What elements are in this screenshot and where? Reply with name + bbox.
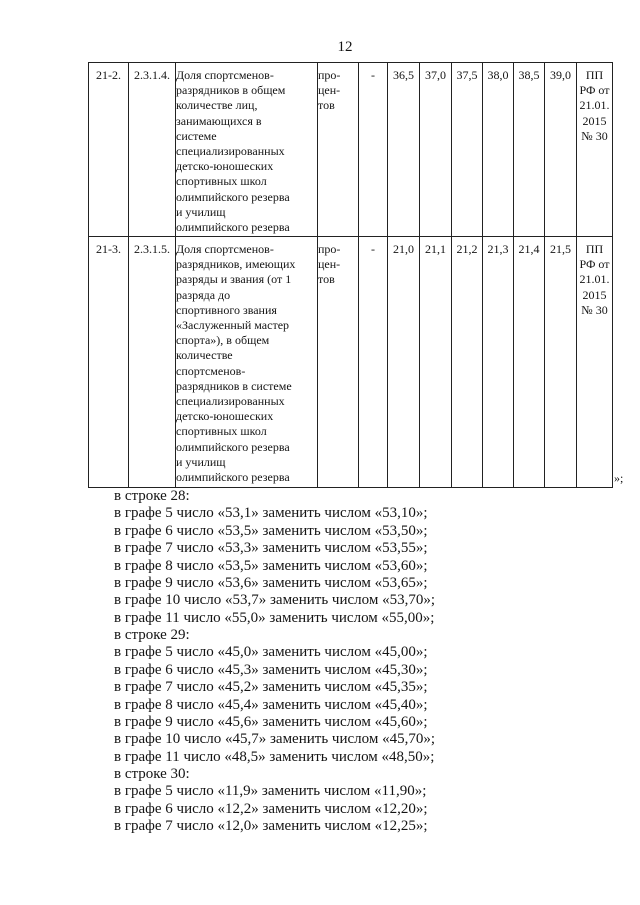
row-number-cell <box>89 237 129 488</box>
description-line: специализированных <box>176 144 285 159</box>
page-number: 12 <box>337 39 353 55</box>
value: 21,3 <box>487 242 509 256</box>
description-line: разряда до <box>176 287 231 302</box>
amendment-line: в графе 10 число «53,7» заменить числом «53,70»; <box>114 592 436 609</box>
description-line: спортивных школ <box>176 174 267 189</box>
value-cell <box>545 63 577 237</box>
table-row <box>89 63 613 237</box>
value: 38,5 <box>518 68 540 82</box>
indicator-code: 2.3.1.4. <box>134 68 170 82</box>
value-cell <box>452 63 483 237</box>
description-line: специализированных <box>176 394 285 409</box>
description-line: разрядников в общем <box>176 83 286 98</box>
indicator-code-cell <box>129 237 176 488</box>
value: 36,5 <box>393 68 414 82</box>
base-value-cell <box>359 63 388 237</box>
unit-line: про- <box>318 68 341 82</box>
value: 21,1 <box>425 242 446 256</box>
row-number: 21-3. <box>96 242 121 256</box>
value-cell <box>483 63 514 237</box>
unit-cell <box>318 63 359 237</box>
description-line: и училищ <box>176 454 226 469</box>
source-line: 2015 <box>582 287 607 302</box>
unit-line: цен- <box>318 257 341 272</box>
description-line: спорта»), в общем <box>176 333 270 348</box>
description-line: спортсменов- <box>176 363 246 378</box>
amendments-text <box>114 488 435 836</box>
value: 21,2 <box>456 242 478 256</box>
description-line: детско-юношеских <box>176 159 274 174</box>
description-line: Доля спортсменов- <box>176 68 274 82</box>
description-line: количестве лиц, <box>176 98 258 113</box>
value-cell <box>514 63 545 237</box>
value-cell <box>420 63 452 237</box>
value: 21,0 <box>393 242 414 256</box>
amendment-line: в графе 5 число «11,9» заменить числом «11,90»; <box>114 783 427 800</box>
amendment-line: в графе 9 число «53,6» заменить числом «53,65»; <box>114 574 428 591</box>
amendment-line: в графе 6 число «53,5» заменить числом «53,50»; <box>114 522 428 539</box>
source-line: ПП <box>585 68 604 82</box>
description-line: количестве <box>176 348 233 363</box>
amendment-line: в графе 5 число «53,1» заменить числом «53,10»; <box>114 505 428 522</box>
value: 39,0 <box>550 68 571 82</box>
unit-line: про- <box>318 242 341 256</box>
value-cell <box>452 237 483 488</box>
base-value: - <box>371 242 375 256</box>
description-cell <box>176 63 318 237</box>
amendment-line: в строке 29: <box>114 627 190 643</box>
source-line: № 30 <box>581 302 608 317</box>
base-value-cell <box>359 237 388 488</box>
indicator-code-cell <box>129 63 176 237</box>
amendment-line: в графе 6 число «45,3» заменить числом «45,30»; <box>114 661 428 678</box>
description-line: «Заслуженный мастер <box>176 318 290 333</box>
description-line: и училищ <box>176 204 226 219</box>
source-line: РФ от <box>579 257 610 272</box>
value: 37,5 <box>456 68 478 82</box>
unit-cell <box>318 237 359 488</box>
amendment-line: в графе 8 число «53,5» заменить числом «53,60»; <box>114 557 428 574</box>
row-number-cell <box>89 63 129 237</box>
amendment-line: в графе 5 число «45,0» заменить числом «45,00»; <box>114 644 428 661</box>
description-line: олимпийского резерва <box>176 439 290 454</box>
base-value: - <box>371 68 375 82</box>
indicator-code: 2.3.1.5. <box>134 242 170 256</box>
source-line: 2015 <box>582 113 607 128</box>
amendment-line: в графе 7 число «12,0» заменить числом «12,25»; <box>114 818 428 835</box>
description-line: разрядников, имеющих <box>176 257 296 272</box>
amendment-line: в строке 28: <box>114 488 190 504</box>
source-line: ПП <box>585 242 604 256</box>
amendment-line: в графе 7 число «45,2» заменить числом «45,35»; <box>114 679 428 696</box>
source-line: № 30 <box>581 128 608 143</box>
table-row <box>89 237 613 488</box>
description-line: разрядников в системе <box>176 378 292 393</box>
description-line: занимающихся в <box>176 113 262 128</box>
amendment-line: в графе 6 число «12,2» заменить числом «12,20»; <box>114 800 428 817</box>
description-line: олимпийского резерва <box>176 470 290 485</box>
value-cell <box>420 237 452 488</box>
source-cell <box>577 63 613 237</box>
description-line: системе <box>176 128 217 143</box>
indicators-table <box>88 62 613 488</box>
amendment-line: в графе 8 число «45,4» заменить числом «45,40»; <box>114 696 428 713</box>
value-cell <box>388 237 420 488</box>
value-cell <box>388 63 420 237</box>
row-number: 21-2. <box>96 68 121 82</box>
amendment-line: в графе 7 число «53,3» заменить числом «53,55»; <box>114 540 428 557</box>
value: 37,0 <box>425 68 446 82</box>
description-line: спортивных школ <box>176 424 267 439</box>
description-line: олимпийского резерва <box>176 220 290 235</box>
source-line: РФ от <box>579 83 610 98</box>
amendment-line: в строке 30: <box>114 766 190 782</box>
amendment-line: в графе 10 число «45,7» заменить числом «45,70»; <box>114 731 436 748</box>
description-line: олимпийского резерва <box>176 189 290 204</box>
amendment-line: в графе 11 число «48,5» заменить числом «48,50»; <box>114 748 435 765</box>
amendment-line: в графе 11 число «55,0» заменить числом «55,00»; <box>114 609 435 626</box>
description-line: разряды и звания (от 1 <box>176 272 292 287</box>
description-line: детско-юношеских <box>176 409 274 424</box>
description-line: Доля спортсменов- <box>176 242 274 256</box>
value-cell <box>483 237 514 488</box>
value-cell <box>514 237 545 488</box>
amendment-line: в графе 9 число «45,6» заменить числом «45,60»; <box>114 713 428 730</box>
description-line: спортивного звания <box>176 302 277 317</box>
table-closing-mark: »; <box>614 471 624 485</box>
unit-line: тов <box>318 98 335 113</box>
unit-line: тов <box>318 272 335 287</box>
description-cell <box>176 237 318 488</box>
value: 21,4 <box>518 242 540 256</box>
value-cell <box>545 237 577 488</box>
source-line: 21.01. <box>579 272 610 287</box>
source-cell <box>577 237 613 488</box>
value: 21,5 <box>550 242 571 256</box>
source-line: 21.01. <box>579 98 610 113</box>
value: 38,0 <box>487 68 509 82</box>
unit-line: цен- <box>318 83 341 98</box>
